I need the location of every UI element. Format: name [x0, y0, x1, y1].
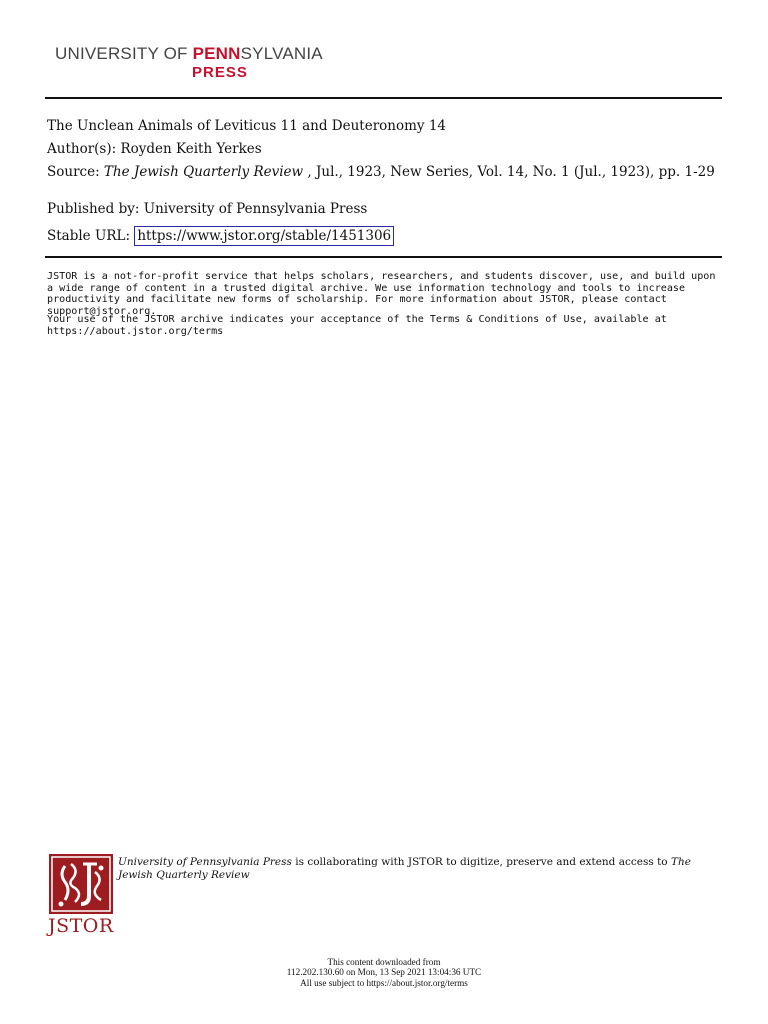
footer-line-1: This content downloaded from [327, 957, 441, 967]
logo-line1 [55, 44, 323, 64]
published-label: Published by: [47, 201, 144, 217]
jstor-wordmark: JSTOR [48, 915, 114, 937]
top-divider [45, 97, 722, 99]
journal-name: The Jewish Quarterly Review [103, 164, 304, 180]
jstor-mission-notice: JSTOR is a not-for-profit service that helps scholars, researchers, and students discover, use, and build upon a wide range of content in a trusted digital archive. We use information technology and tools to increase productivity and facilitate new forms of scholarship. For more information about JSTOR, please contact support@jstor.org. [47, 271, 716, 317]
collaboration-statement [118, 856, 718, 881]
bottom-divider [45, 256, 722, 258]
stable-url-row [47, 228, 717, 245]
logo-line1-penn: PENN [192, 44, 241, 63]
footer-line-3: All use subject to https://about.jstor.org/terms [300, 977, 468, 988]
collab-journal: The Jewish Quarterly Review [118, 856, 691, 881]
article-title: The Unclean Animals of Leviticus 11 and Deuteronomy 14 [47, 118, 447, 134]
source-label: Source: [47, 164, 104, 180]
footer-line-2: 112.202.130.60 on Mon, 13 Sep 2021 13:04:36 UTC [286, 967, 482, 978]
article-source [47, 164, 717, 181]
authors-value: Royden Keith Yerkes [120, 141, 262, 157]
logo-line1-suffix: SYLVANIA [240, 44, 323, 63]
collab-text: is collaborating with JSTOR to digitize, preserve and extend access to [291, 856, 671, 868]
publisher-logo [55, 44, 335, 84]
authors-label: Author(s): [47, 141, 121, 157]
collab-publisher: University of Pennsylvania Press [118, 856, 292, 868]
publisher-value: University of Pennsylvania Press [143, 201, 368, 217]
logo-line2: PRESS [192, 64, 248, 81]
download-footer [0, 957, 768, 988]
logo-line1-prefix: UNIVERSITY OF [55, 44, 193, 63]
stable-url-label: Stable URL: [47, 228, 135, 244]
source-details: , Jul., 1923, New Series, Vol. 14, No. 1 (Jul., 1923), pp. 1-29 [303, 164, 715, 180]
jstor-seal-icon [49, 854, 113, 914]
stable-url-link[interactable]: https://www.jstor.org/stable/1451306 [134, 226, 394, 246]
article-authors [47, 141, 717, 158]
article-publisher [47, 201, 717, 218]
terms-notice: Your use of the JSTOR archive indicates your acceptance of the Terms & Conditions of Use, available at https://about.jstor.org/terms [47, 314, 667, 337]
